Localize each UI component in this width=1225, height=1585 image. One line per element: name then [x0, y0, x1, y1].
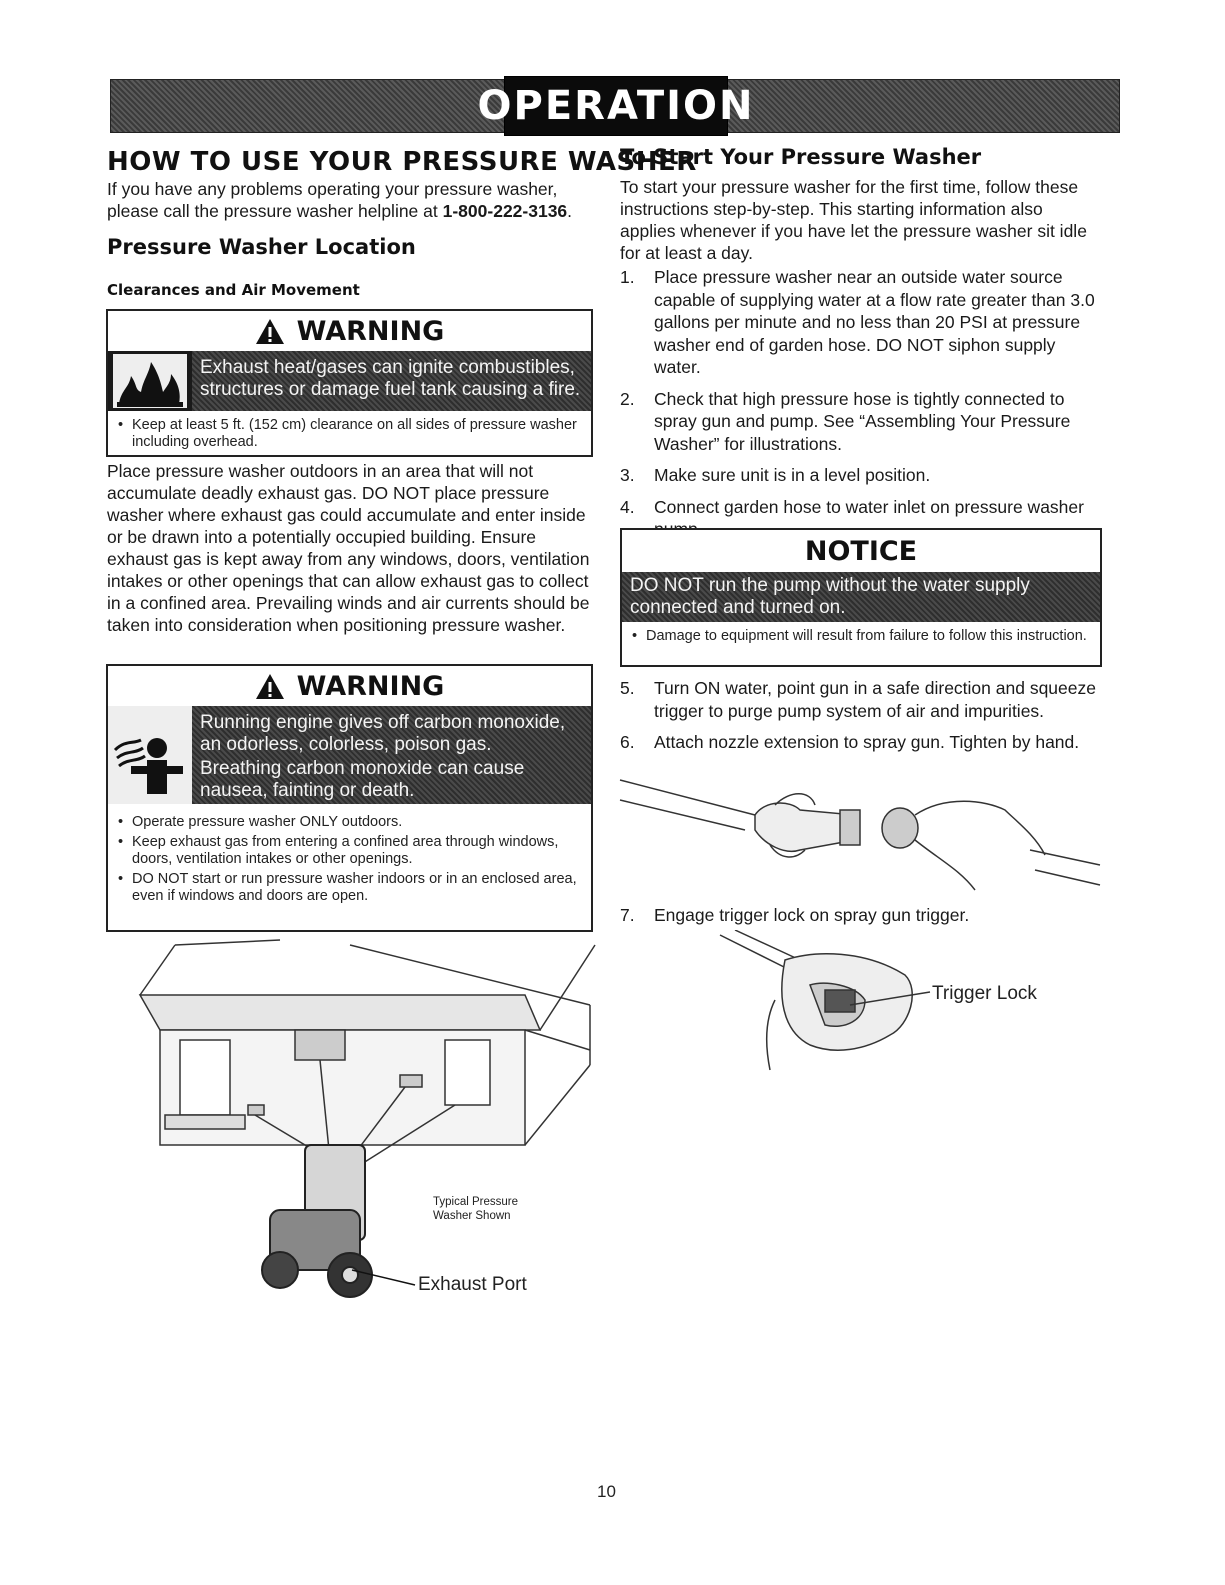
- trigger-lock-label: Trigger Lock: [932, 983, 1037, 1004]
- step-item: [620, 464, 1102, 487]
- warning-bullets: [108, 804, 591, 912]
- warning-title: WARNING: [296, 670, 445, 702]
- step-item: [620, 677, 1102, 722]
- notice-bullets: [622, 622, 1100, 652]
- step-text: Turn ON water, point gun in a safe direction and squeeze trigger to purge pump system of air and impurities.: [654, 678, 1096, 721]
- step-item: [620, 266, 1102, 379]
- intro-end: .: [567, 201, 573, 221]
- placement-paragraph: Place pressure washer outdoors in an area that will not accumulate deadly exhaust gas. DO NOT place pressure washer where exhaust gas could accumulate and enter inside or be drawn into a potentially occupied building. Ensure exhaust gas is kept away from any windows, doors, ventilation intakes or other openings that can allow exhaust gas to collect in a confined area. Prevailing winds and air currents should be taken into consideration when positioning pressure washer.: [107, 461, 590, 635]
- warning-message-band: [108, 706, 591, 804]
- warning-message-band: [108, 351, 591, 411]
- step-item: [620, 731, 1102, 754]
- house-clearance-illustration: [120, 935, 600, 1325]
- step-text: Place pressure washer near an outside water source capable of supplying water at a flow rate greater than 3.0 gallons per minute and no less than 20 PSI at pressure washer end of garden hose. DO NOT siphon supply water.: [654, 267, 1095, 377]
- nozzle-extension-illustration: [615, 760, 1105, 900]
- warning-bullet: • DO NOT start or run pressure washer indoors or in an enclosed area, even if windows and doors are open.: [116, 871, 583, 905]
- figure-caption: Typical Pressure Washer Shown: [433, 1196, 519, 1222]
- page-heading: HOW TO USE YOUR PRESSURE WASHER: [107, 147, 697, 177]
- start-heading: To Start Your Pressure Washer: [620, 145, 982, 169]
- start-steps-list-2: [620, 677, 1102, 763]
- warning-fire-box: [106, 309, 593, 457]
- exhaust-port-label: Exhaust Port: [418, 1274, 527, 1295]
- warning-header: [108, 311, 591, 351]
- notice-message-band: [622, 572, 1100, 622]
- step-text: Make sure unit is in a level position.: [654, 465, 931, 485]
- step-item: [620, 388, 1102, 456]
- fire-hazard-icon: [108, 351, 192, 411]
- start-steps-list: [620, 266, 1102, 550]
- warning-co-box: [106, 664, 593, 932]
- warning-message: Exhaust heat/gases can ignite combustibles, structures or damage fuel tank causing a fire.: [200, 357, 581, 400]
- warning-triangle-icon: [255, 672, 285, 700]
- warning-header: [108, 666, 591, 706]
- warning-message: Running engine gives off carbon monoxide, an odorless, colorless, poison gas.: [200, 712, 566, 755]
- warning-message: Breathing carbon monoxide can cause nausea, fainting or death.: [200, 758, 525, 801]
- warning-bullet: • Operate pressure washer ONLY outdoors.: [116, 814, 583, 831]
- step-text: Attach nozzle extension to spray gun. Tighten by hand.: [654, 732, 1080, 752]
- start-intro: To start your pressure washer for the first time, follow these instructions step-by-step. This starting information also applies whenever if you have let the pressure washer sit idle for at least a day.: [620, 177, 1087, 263]
- step-number: 6.: [620, 732, 635, 752]
- notice-box: [620, 528, 1102, 667]
- helpline-phone: 1-800-222-3136: [442, 201, 568, 221]
- trigger-lock-illustration: [715, 930, 935, 1080]
- warning-bullets: [108, 411, 591, 458]
- clearance-heading: Clearances and Air Movement: [107, 281, 360, 299]
- step-number: 1.: [620, 267, 635, 287]
- warning-triangle-icon: [255, 317, 285, 345]
- warning-bullet: • Keep exhaust gas from entering a confined area through windows, doors, ventilation intakes or other openings.: [116, 834, 583, 868]
- step-item: [620, 904, 1102, 927]
- step-number: 2.: [620, 388, 635, 409]
- step-number: 7.: [620, 905, 635, 925]
- warning-bullet: • Keep at least 5 ft. (152 cm) clearance on all sides of pressure washer including overhead.: [116, 417, 583, 451]
- section-banner: [110, 79, 1120, 133]
- intro-text: If you have any problems operating your pressure washer, please call the pressure washer helpline at: [107, 179, 558, 221]
- notice-bullet: • Damage to equipment will result from failure to follow this instruction.: [630, 628, 1092, 645]
- step-number: 4.: [620, 496, 635, 517]
- poison-gas-icon: [108, 706, 192, 804]
- step-text: Engage trigger lock on spray gun trigger.: [654, 905, 970, 925]
- location-heading: Pressure Washer Location: [107, 235, 416, 259]
- notice-message: DO NOT run the pump without the water supply connected and turned on.: [630, 575, 1030, 618]
- step-text: Connect garden hose to water inlet on pressure washer: [654, 496, 1084, 517]
- section-title: OPERATION: [504, 76, 728, 136]
- notice-title: NOTICE: [804, 535, 918, 567]
- notice-header: [622, 530, 1100, 572]
- step-number: 3.: [620, 465, 635, 485]
- warning-title: WARNING: [296, 315, 445, 347]
- step-number: 5.: [620, 678, 635, 698]
- page-number: 10: [597, 1482, 616, 1501]
- intro-paragraph: [107, 178, 587, 222]
- step-text: Check that high pressure hose is tightly connected to spray gun and pump. See “Assembling Your Pressure Washer” for illustrations.: [654, 388, 1071, 454]
